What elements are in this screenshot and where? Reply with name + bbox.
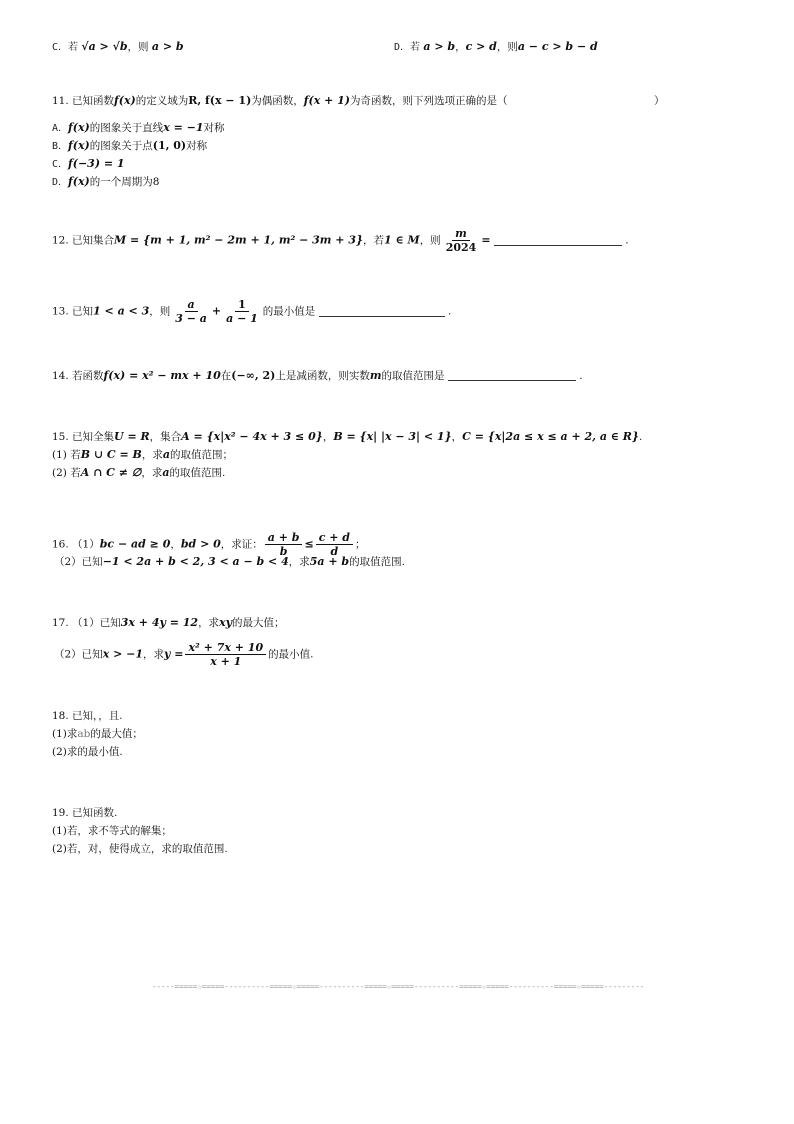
answer-blank[interactable]: [319, 316, 445, 317]
numerator: a + b: [265, 531, 303, 545]
option-label: C．: [52, 159, 69, 170]
question-number: 13.: [52, 305, 69, 318]
math: f(x): [68, 121, 90, 134]
text: 已知: [72, 305, 94, 318]
text: 对称: [186, 140, 208, 152]
text: 求的最小值.: [66, 746, 123, 758]
q16-part-1: [52, 531, 365, 558]
math: 1 ∈ M: [384, 233, 420, 247]
text: ，求: [288, 556, 310, 568]
text: 已知全集: [72, 431, 115, 443]
math: x > −1: [102, 647, 143, 661]
question-number: 12.: [52, 234, 69, 247]
math: f(x): [68, 139, 90, 152]
math: U = R: [114, 430, 150, 443]
q19-part-1: [52, 824, 172, 838]
fraction: [443, 227, 480, 254]
text: .: [625, 234, 629, 247]
text: ，则: [496, 41, 518, 53]
q17-part-2: [54, 641, 313, 668]
q11-close-paren: [654, 94, 665, 108]
math: R, f(x − 1): [188, 94, 252, 107]
math: ab: [77, 728, 91, 740]
text: ，则: [149, 305, 171, 318]
math: √a > √b: [81, 40, 128, 53]
text: .: [579, 370, 583, 382]
text: ，求: [141, 467, 163, 479]
q15-part-1: [52, 448, 233, 462]
q14-stem: [52, 369, 583, 383]
text: .: [639, 431, 643, 443]
math: (1, 0): [152, 139, 187, 152]
option-label: C．若: [52, 42, 79, 53]
math: C = {x|2a ≤ x ≤ a + 2, a ∈ R}: [462, 430, 639, 443]
text: ，: [451, 431, 463, 443]
math: m: [369, 369, 382, 382]
denominator: 2024: [445, 241, 477, 254]
part-label: (2) 若: [52, 467, 81, 479]
math: bd > 0: [180, 537, 221, 551]
text: ，若: [363, 234, 385, 247]
denominator: a − 1: [226, 312, 258, 325]
part-label: (2): [52, 746, 67, 758]
numerator: a: [185, 298, 198, 312]
option-label: D．: [52, 177, 69, 188]
math: A ∩ C ≠ ∅: [80, 466, 142, 479]
answer-blank[interactable]: [494, 245, 622, 246]
math: f(x + 1): [303, 94, 351, 107]
math: A = {x|x² − 4x + 3 ≤ 0}: [181, 430, 323, 443]
q10-option-d: [394, 40, 598, 55]
text: ，求: [198, 617, 220, 629]
part-label: （2）已知: [54, 556, 103, 568]
fraction: [185, 641, 266, 668]
q11-stem: [52, 94, 508, 108]
text: 的最大值；: [232, 617, 285, 629]
math: a: [162, 448, 170, 461]
q19-stem: [52, 806, 117, 820]
text: 已知函数.: [72, 807, 118, 819]
text: ，: [322, 431, 334, 443]
text: ）: [654, 95, 665, 107]
numerator: c + d: [316, 531, 353, 545]
text: ，集合: [149, 431, 182, 443]
math: 3x + 4y = 12: [120, 616, 199, 629]
part-label: (1): [52, 825, 67, 837]
question-number: 15.: [52, 431, 69, 443]
text: ，求证：: [220, 538, 263, 551]
part-label: （2）已知: [54, 648, 103, 661]
fraction: [172, 298, 210, 325]
q15-stem: [52, 430, 642, 444]
text: 已知函数: [72, 95, 115, 107]
part-label: (2): [52, 843, 67, 855]
part-label: (1) 若: [52, 449, 81, 461]
text: 在: [220, 370, 232, 382]
q16-part-2: [54, 555, 405, 569]
numerator: x² + 7x + 10: [185, 641, 266, 655]
part-label: (1): [52, 728, 67, 740]
math: M = {m + 1, m² − 2m + 1, m² − 3m + 3}: [114, 233, 364, 247]
question-number: 17.: [52, 617, 69, 629]
text: 的图象关于直线: [89, 122, 164, 134]
text: 的最小值是: [262, 305, 316, 318]
q11-option-d: [52, 175, 159, 190]
math: B = {x| |x − 3| < 1}: [333, 430, 452, 443]
text: 的最小值.: [268, 648, 314, 661]
text: 为偶函数，: [251, 95, 304, 107]
text: 上是减函数，则实数: [275, 370, 370, 382]
math: =: [481, 233, 491, 247]
q10-option-c: [52, 40, 184, 55]
text: 若，对，使得成立，求的取值范围.: [66, 843, 228, 855]
q18-part-1: [52, 727, 143, 741]
option-label: A．: [52, 123, 69, 134]
math: bc − ad ≥ 0: [99, 537, 171, 551]
math: −1 < 2a + b < 2, 3 < a − b < 4: [102, 555, 289, 568]
text: 的取值范围；: [169, 449, 233, 461]
text: 的取值范围是: [381, 370, 445, 382]
text: ，则: [127, 41, 149, 53]
q12-stem: [52, 227, 629, 254]
math: f(x): [114, 94, 136, 107]
math: B ∪ C = B: [80, 448, 142, 461]
q11-option-a: [52, 121, 225, 136]
fraction: [223, 298, 261, 325]
text: 对称: [203, 122, 225, 134]
q11-option-c: [52, 157, 125, 172]
text: 为奇函数，则下列选项正确的是（: [350, 95, 508, 107]
question-number: 16.: [52, 538, 69, 551]
text: 的最大值；: [90, 728, 143, 740]
text: 的取值范围.: [349, 556, 405, 568]
math: f(−3) = 1: [68, 157, 125, 170]
numerator: m: [452, 227, 470, 241]
text: 求: [66, 728, 78, 740]
math: f(x) = x² − mx + 10: [103, 369, 221, 382]
fraction: [316, 531, 353, 558]
text: 已知，，且.: [72, 710, 123, 722]
text: 的图象关于点: [89, 140, 153, 152]
denominator: b: [279, 545, 288, 558]
question-number: 11.: [52, 95, 69, 107]
text: ，求: [143, 648, 164, 661]
math: a > b: [151, 40, 184, 53]
text: ，: [455, 41, 466, 53]
math: ≤: [304, 537, 314, 551]
q18-stem: [52, 709, 123, 723]
math: a − c > b − d: [517, 40, 598, 53]
text: 的取值范围.: [169, 467, 226, 479]
fraction: [265, 531, 303, 558]
text: 的一个周期为8: [89, 176, 160, 188]
denominator: 3 − a: [175, 312, 207, 325]
math: 5a + b: [309, 555, 350, 568]
part-label: （1）: [72, 538, 100, 551]
question-number: 18.: [52, 710, 69, 722]
math: c > d: [465, 40, 497, 53]
math: f(x): [68, 175, 90, 188]
q17-part-1: [52, 616, 285, 630]
q11-option-b: [52, 139, 207, 154]
math: x = −1: [163, 121, 204, 134]
q15-part-2: [52, 466, 225, 480]
denominator: d: [330, 545, 339, 558]
text: ；: [354, 538, 366, 551]
math: y =: [164, 647, 184, 661]
text: ，求: [141, 449, 163, 461]
math: +: [211, 304, 222, 318]
footer-divider: -----=====☆=====----------=====☆=====----------=====☆=====----------=====☆=====----------=====☆=====---------: [151, 982, 645, 991]
text: 已知集合: [72, 234, 115, 247]
math: 1 < a < 3: [93, 304, 150, 318]
option-label: D．若: [394, 42, 421, 53]
text: .: [447, 305, 452, 318]
text: 若函数: [72, 370, 104, 382]
q19-part-2: [52, 842, 228, 856]
text: 若，求不等式的解集；: [66, 825, 172, 837]
math: a > b: [423, 40, 456, 53]
text: 的定义域为: [135, 95, 189, 107]
question-number: 14.: [52, 370, 69, 382]
math: a: [162, 466, 170, 479]
denominator: x + 1: [210, 655, 242, 668]
answer-blank[interactable]: [448, 380, 576, 381]
question-number: 19.: [52, 807, 69, 819]
q18-part-2: [52, 745, 123, 759]
q13-stem: [52, 298, 451, 325]
numerator: 1: [235, 298, 249, 312]
text: ，则: [419, 234, 441, 247]
math: (−∞, 2): [231, 369, 276, 382]
option-label: B．: [52, 141, 69, 152]
math: xy: [219, 616, 233, 629]
part-label: （1）已知: [72, 617, 121, 629]
text: ，: [170, 538, 181, 551]
